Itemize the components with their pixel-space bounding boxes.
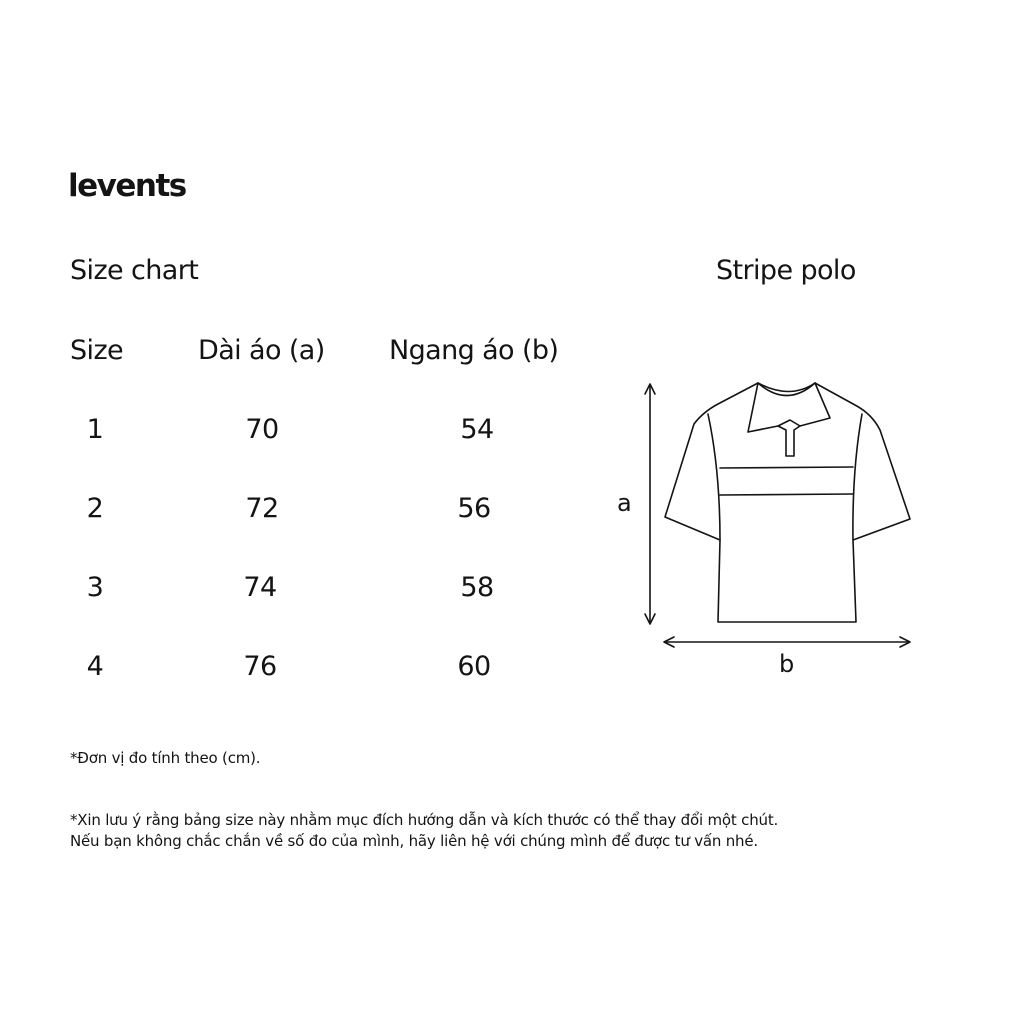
- length-dimension-arrow: [645, 384, 655, 624]
- disclaimer: [70, 810, 778, 852]
- disclaimer-line: *Xin lưu ý rằng bảng size này nhằm mục đích hướng dẫn và kích thước có thể thay đổi một chút.: [70, 811, 779, 829]
- cell-length: 74: [243, 572, 277, 603]
- product-name: Stripe polo: [716, 255, 856, 286]
- cell-size: 1: [86, 414, 104, 445]
- cell-length: 72: [245, 493, 279, 524]
- cell-size: 3: [86, 572, 104, 603]
- width-label: b: [779, 650, 795, 678]
- cell-size: 2: [86, 493, 104, 524]
- length-label: a: [617, 489, 632, 517]
- cell-length: 76: [243, 651, 277, 682]
- disclaimer-line: Nếu bạn không chắc chắn về số đo của mình, hãy liên hệ với chúng mình để được tư vấn nhé.: [70, 832, 758, 850]
- header-size: Size: [70, 335, 124, 366]
- header-width: Ngang áo (b): [389, 335, 559, 366]
- header-length: Dài áo (a): [198, 335, 325, 366]
- cell-length: 70: [245, 414, 279, 445]
- polo-shirt-icon: [665, 383, 910, 622]
- cell-width: 58: [460, 572, 494, 603]
- cell-width: 56: [457, 493, 491, 524]
- unit-note: *Đơn vị đo tính theo (cm).: [70, 749, 261, 767]
- width-dimension-arrow: [664, 637, 910, 647]
- page-title: Size chart: [70, 255, 199, 286]
- cell-size: 4: [86, 651, 104, 682]
- cell-width: 60: [457, 651, 491, 682]
- cell-width: 54: [460, 414, 494, 445]
- brand-logo: levents: [68, 168, 186, 204]
- polo-diagram: [600, 370, 920, 690]
